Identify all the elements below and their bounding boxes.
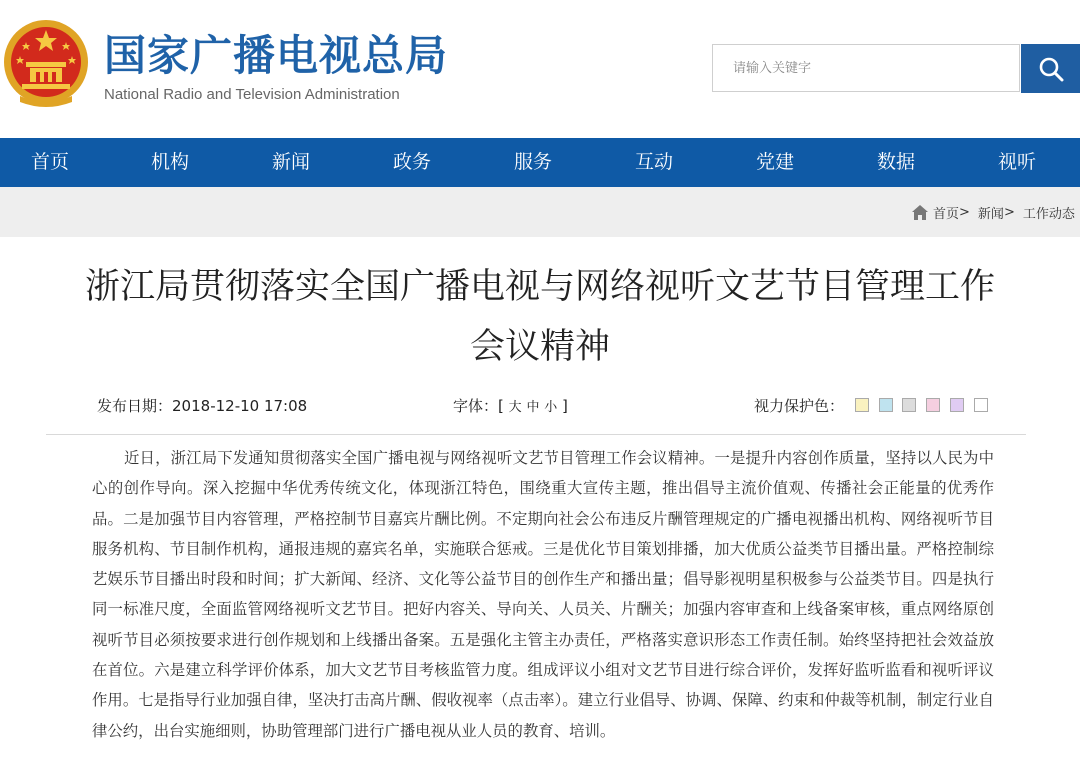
search-box [712, 44, 1020, 92]
search-button[interactable] [1021, 44, 1080, 93]
article-title-line1: 浙江局贯彻落实全国广播电视与网络视听文艺节目管理工作 [84, 267, 995, 307]
article-title-line2: 会议精神 [469, 327, 610, 367]
color-swatch-blue[interactable] [879, 398, 893, 412]
main-nav [0, 138, 1080, 187]
site-name-english: National Radio and Television Administration [104, 86, 400, 103]
eye-protection-colors [754, 395, 988, 416]
breadcrumb [912, 187, 1075, 237]
publish-date-value: 2018-12-10 17:08 [172, 397, 308, 415]
breadcrumb-bar [0, 187, 1080, 237]
breadcrumb-news[interactable]: 新闻 [977, 206, 1004, 222]
font-size-small[interactable]: 小 [544, 400, 558, 415]
national-emblem[interactable] [2, 16, 90, 108]
color-swatch-purple[interactable] [950, 398, 964, 412]
article-body: 近日，浙江局下发通知贯彻落实全国广播电视与网络视听文艺节目管理工作会议精神。一是提升内容创作质量，坚持以人民为中心的创作导向。深入挖掘中华优秀传统文化，体现浙江特色，围绕重大宣传主题，推出倡导主流价值观、传播社会正能量的优秀作品。二是加强节目内容管理，严格控制节目嘉宾片酬比例。不定期向社会公布违反片酬管理规定的广播电视播出机构、网络视听节目服务机构、节目制作机构，通报违规的嘉宾名单，实施联合惩戒。三是优化节目策划排播，加大优质公益类节目播出量。严格控制综艺娱乐节目播出时段和时间；扩大新闻、经济、文化等公益节目的创作生产和播出量；倡导影视明星积极参与公益类节目。四是执行同一标准尺度，全面监管网络视听文艺节目。把好内容关、导向关、人员关、片酬关；加强内容审查和上线备案审核，重点网络原创视听节目必须按要求进行创作规划和上线播出备案。五是强化主管主办责任，严格落实意识形态工作责任制。始终坚持把社会效益放在首位。六是建立科学评价体系，加大文艺节目考核监管力度。组成评议小组对文艺节目进行综合评价，发挥好监听监看和视听评议作用。七是指导行业加强自律，坚决打击高片酬、假收视率（点击率）。建立行业倡导、协调、保障、约束和仲裁等机制，制定行业自律公约，出台实施细则，协助管理部门进行广播电视从业人员的教育、培训。 [92, 449, 994, 740]
nav-item-news[interactable]: 新闻 [272, 151, 311, 173]
breadcrumb-separator: > [1003, 204, 1015, 220]
nav-item-home[interactable]: 首页 [31, 151, 70, 173]
meta-divider [46, 434, 1026, 435]
nav-item-organization[interactable]: 机构 [151, 151, 190, 173]
nav-item-interaction[interactable]: 互动 [635, 151, 674, 173]
font-size-label: 字体： [453, 397, 499, 415]
color-swatch-yellow[interactable] [855, 398, 869, 412]
nav-item-data[interactable]: 数据 [877, 151, 916, 173]
site-name[interactable]: 国家广播电视总局 [104, 31, 449, 80]
site-header [0, 0, 1080, 138]
color-swatch-white[interactable] [974, 398, 988, 412]
nav-item-services[interactable]: 服务 [514, 151, 553, 173]
nav-item-party-building[interactable]: 党建 [756, 151, 795, 173]
color-swatch-pink[interactable] [926, 398, 940, 412]
font-size-large[interactable]: 大 [508, 400, 522, 415]
home-icon[interactable] [912, 205, 928, 220]
publish-date [97, 395, 307, 416]
font-size-control: 字体：[ 大 中 小 ] [453, 397, 568, 415]
font-size-medium[interactable]: 中 [526, 400, 540, 415]
breadcrumb-separator: > [959, 204, 970, 220]
eye-protection-label: 视力保护色： [754, 397, 845, 415]
nav-item-government-affairs[interactable]: 政务 [393, 151, 432, 173]
color-swatch-gray[interactable] [902, 398, 916, 412]
search-input[interactable] [713, 45, 1023, 91]
search-icon [1038, 56, 1064, 82]
publish-date-label: 发布日期： [97, 397, 173, 415]
nav-item-audiovisual[interactable]: 视听 [998, 151, 1037, 173]
breadcrumb-home[interactable]: 首页 [933, 206, 960, 222]
breadcrumb-work-updates[interactable]: 工作动态 [1022, 206, 1075, 222]
